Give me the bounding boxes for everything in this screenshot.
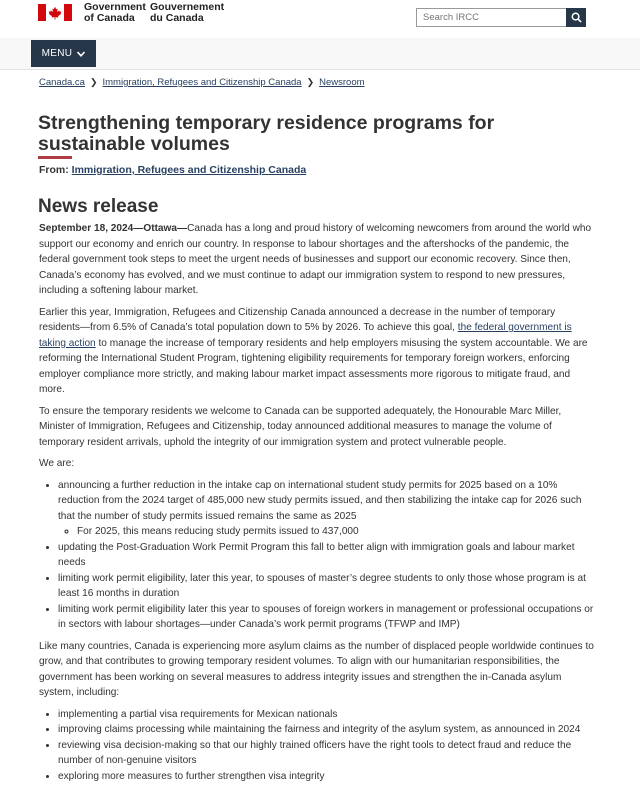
list-item: • implementing a partial visa requirements for Mexican nationals bbox=[58, 707, 597, 723]
list-item: • updating the Post-Graduation Work Permit Program this fall to better align with immigration goals and labour market needs bbox=[58, 540, 597, 571]
wordmark-en-line1: Government bbox=[84, 1, 146, 13]
asylum-list bbox=[39, 707, 597, 785]
paragraph-3: To ensure the temporary residents we welcome to Canada can be supported adequately, the Honourable Marc Miller, Minister of Immigration, Refugees and Citizenship, today announced additional measures to manage the volume of temporary resident arrivals, uphold the integrity of our immigration system and protect vulnerable people. bbox=[39, 405, 562, 448]
chevron-right-icon: ❯ bbox=[89, 77, 98, 87]
breadcrumb bbox=[39, 77, 365, 88]
wordmark-english[interactable] bbox=[84, 2, 146, 24]
menu-button[interactable] bbox=[31, 40, 96, 67]
section-heading: News release bbox=[38, 196, 159, 217]
from-link[interactable]: Immigration, Refugees and Citizenship Canada bbox=[71, 164, 307, 176]
article-body bbox=[39, 221, 597, 790]
sub-list-item: ◦ For 2025, this means reducing study permits issued to 437,000 bbox=[77, 524, 597, 540]
list-item: • reviewing visa decision-making so that our highly trained officers have the right tools to detect fraud and reduce the number of non-genuine visitors bbox=[58, 738, 597, 769]
list-item: • exploring more measures to further strengthen visa integrity bbox=[58, 769, 597, 785]
p2-text-after: to manage the increase of temporary residents and help employers misusing the system accountable. We are reforming the International Student Program, tightening eligibility requirements for temporary foreign workers, enforcing employer compliance more strictly, and making labour market impact assessments more rigorous to mitigate fraud, and more. bbox=[39, 337, 588, 395]
paragraph-2 bbox=[39, 305, 597, 398]
paragraph-5: Like many countries, Canada is experiencing more asylum claims as the number of displaced people worldwide continues to grow, and that contributes to growing temporary resident volumes. To align with our humanitarian responsibilities, the government has been working on several measures to address integrity issues and strengthen the in-Canada asylum system, including: bbox=[39, 640, 594, 698]
breadcrumb-ircc[interactable]: Immigration, Refugees and Citizenship Canada bbox=[102, 77, 302, 88]
search-button[interactable] bbox=[566, 8, 586, 27]
wordmark-fr-line1: Gouvernement bbox=[150, 1, 225, 13]
search-input[interactable] bbox=[416, 8, 566, 27]
list-item-text: announcing a further reduction in the intake cap on international student study permits for 2025 based on a 10% reduction from the 2024 target of 485,000 new study permits issued, and then stabilizing the intake cap for 2026 such that the number of study permits issued remains the same as 2025 bbox=[58, 479, 582, 522]
from-label: From: bbox=[39, 164, 69, 176]
search-icon bbox=[571, 12, 582, 23]
wordmark-french[interactable] bbox=[150, 2, 224, 24]
list-item: • improving claims processing while maintaining the fairness and integrity of the asylum system, as announced in 2024 bbox=[58, 722, 597, 738]
search-form bbox=[416, 8, 586, 27]
dateline: September 18, 2024—Ottawa— bbox=[39, 223, 188, 234]
chevron-right-icon: ❯ bbox=[306, 77, 315, 87]
site-header bbox=[0, 0, 640, 40]
canada-flag-icon[interactable] bbox=[38, 4, 72, 21]
list-item: • limiting work permit eligibility later this year to spouses of foreign workers in management or professional occupations or in sectors with labour shortages—under Canada’s work permit programs (TFWP and IMP) bbox=[58, 602, 597, 633]
paragraph-intro bbox=[39, 221, 597, 299]
menu-bar bbox=[0, 38, 640, 70]
p2-text-before: Earlier this year, Immigration, Refugees and Citizenship Canada announced a decrease in the number of temporary residents—from 6.5% of Canada’s total population down to 5% by 2026. To achieve this goal, bbox=[39, 306, 556, 333]
page-title: Strengthening temporary residence programs for sustainable volumes bbox=[38, 112, 495, 155]
menu-label: MENU bbox=[41, 48, 73, 59]
breadcrumb-canada[interactable]: Canada.ca bbox=[39, 77, 85, 88]
list-item: • limiting work permit eligibility, later this year, to spouses of master’s degree students to only those whose program is at least 16 months in duration bbox=[58, 571, 597, 602]
paragraph-4: We are: bbox=[39, 458, 75, 469]
breadcrumb-newsroom[interactable]: Newsroom bbox=[319, 77, 365, 88]
from-line bbox=[39, 164, 306, 176]
measures-list bbox=[39, 478, 597, 633]
sub-list bbox=[58, 524, 597, 540]
title-underline bbox=[38, 156, 72, 159]
wordmark-en-line2: of Canada bbox=[84, 12, 135, 24]
federal-action-link[interactable]: the federal government is taking action bbox=[39, 322, 572, 349]
intro-text: Canada has a long and proud history of welcoming newcomers from around the world who support our economy and enrich our country. In response to labour shortages and the aftershocks of the pandemic, the federal government took steps to meet the urgent needs of businesses and support our economic recovery. Since then, Canada’s economy has evolved, and we must continue to adapt our immigration system to respond to new pressures, including a softening labour market. bbox=[39, 223, 592, 296]
list-item bbox=[58, 478, 597, 540]
wordmark-fr-line2: du Canada bbox=[150, 12, 204, 24]
chevron-down-icon bbox=[77, 51, 85, 57]
